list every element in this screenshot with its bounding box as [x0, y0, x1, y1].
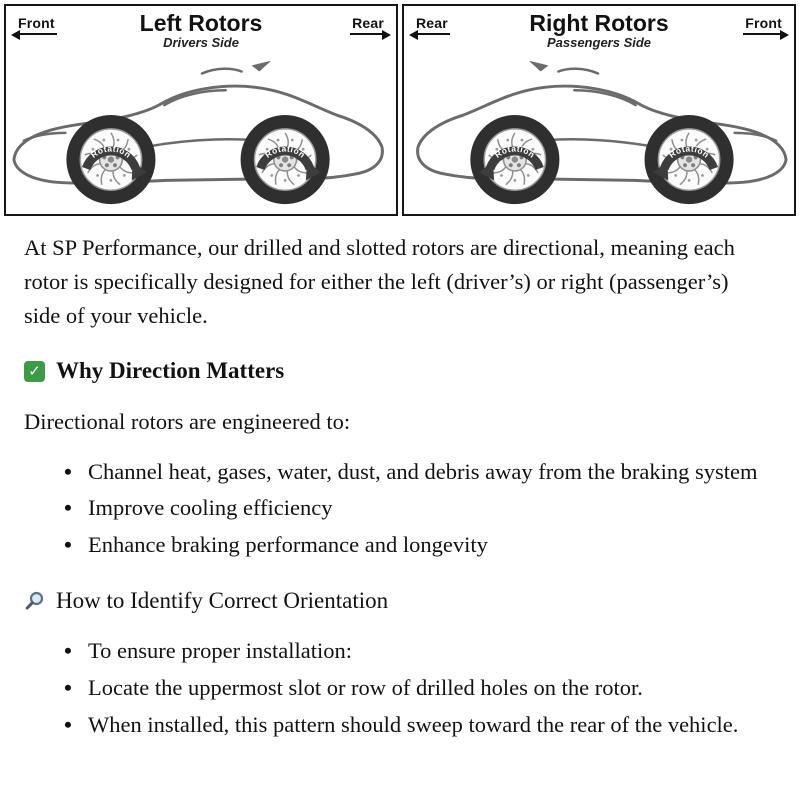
list-item-text: When installed, this pattern should sweep toward the rear of the vehicle. — [88, 711, 739, 737]
rear-rotor — [241, 115, 330, 204]
arrow-left-icon: Front — [16, 15, 57, 35]
section-heading-why-direction-matters — [24, 354, 760, 389]
panel-subtitle: Drivers Side — [163, 35, 239, 51]
list-item-text: Enhance braking performance and longevity — [88, 532, 488, 557]
heading-text: How to Identify Correct Orientation — [56, 587, 389, 613]
right-car-illustration — [406, 54, 792, 214]
left-car-illustration — [8, 54, 394, 214]
list-item-text: Channel heat, gases, water, dust, and debris away from the braking system — [88, 458, 758, 484]
panel-title: Left Rotors — [139, 10, 263, 36]
intro-paragraph: At SP Performance, our drilled and slotted rotors are directional, meaning each rotor is specifically designed for either the left (driver’s) or right (passenger’s) side of your vehicle. — [24, 235, 735, 328]
list-item — [64, 634, 760, 668]
list-item-text: To ensure proper installation: — [88, 638, 352, 664]
magnifier-icon — [24, 591, 45, 612]
arrow-right-icon: Rear — [350, 15, 386, 35]
arrow-right-icon: Front — [743, 15, 784, 35]
rear-direction-indicator — [414, 15, 484, 35]
list-item — [64, 528, 760, 562]
front-rotor — [66, 115, 155, 204]
left-panel-header — [16, 11, 386, 50]
list-item — [64, 671, 760, 705]
right-panel-titles — [484, 11, 714, 50]
list-item-text: Locate the uppermost slot or row of drilled holes on the rotor. — [88, 675, 643, 700]
right-panel-header — [414, 11, 784, 50]
panel-subtitle: Passengers Side — [546, 35, 652, 51]
car-silhouette-right-icon — [406, 54, 792, 214]
rotor-orientation-diagram — [0, 0, 800, 216]
article — [0, 216, 790, 742]
benefits-list — [64, 455, 760, 562]
list-item-text: Improve cooling efficiency — [88, 495, 333, 521]
list-item — [64, 491, 760, 525]
panel-title: Right Rotors — [529, 10, 669, 36]
front-direction-indicator — [16, 15, 86, 35]
left-rotors-panel — [4, 4, 398, 216]
front-direction-indicator — [714, 15, 784, 35]
orientation-steps-list — [64, 634, 760, 741]
check-icon: ✓ — [24, 361, 45, 382]
lead-paragraph: Directional rotors are engineered to: — [24, 408, 351, 434]
arrow-left-icon: Rear — [414, 15, 450, 35]
front-rotor — [645, 115, 734, 204]
rear-rotor — [470, 115, 559, 204]
right-rotors-panel — [402, 4, 796, 216]
left-panel-titles — [86, 11, 316, 50]
list-item — [64, 455, 760, 489]
heading-text: Why Direction Matters — [56, 358, 285, 384]
car-silhouette-left-icon — [8, 54, 394, 214]
list-item — [64, 708, 760, 742]
section-heading-identify-orientation — [24, 584, 760, 619]
rear-direction-indicator — [316, 15, 386, 35]
